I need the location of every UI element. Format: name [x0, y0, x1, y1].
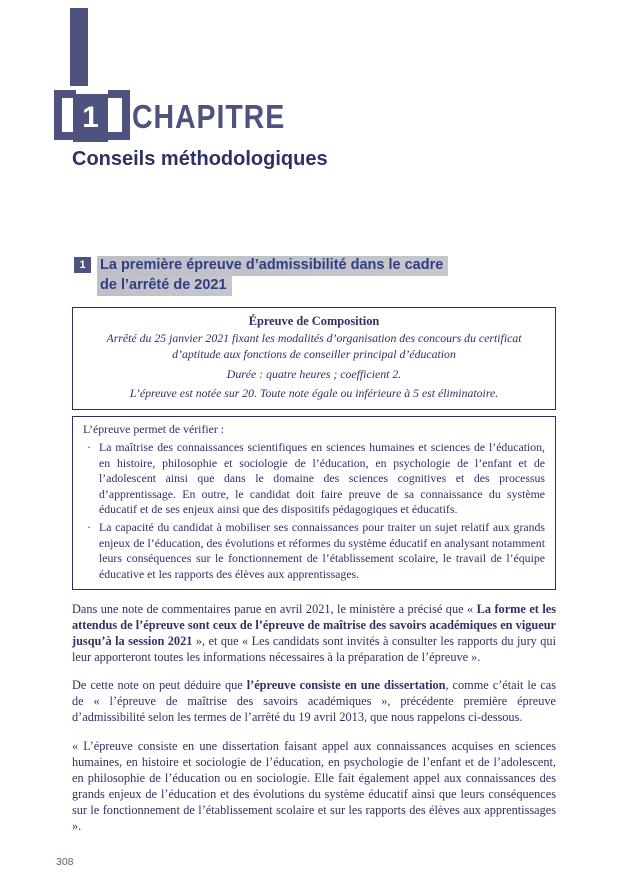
list-item — [83, 440, 545, 518]
exam-objectives-box — [72, 416, 556, 591]
bullet-icon: · — [87, 520, 91, 534]
body-paragraph-2: De cette note on peut déduire que l’épreuve consiste en une dissertation, comme c’était le cas de « l’épreuve de maîtrise des savoirs académiques », précédente première épreuve d’admissibilité selon les termes de l’arrêté du 19 avril 2013, que nous rappelons ci-dessous. — [72, 678, 556, 725]
section-title — [97, 256, 556, 296]
section-heading — [72, 256, 556, 296]
content-column — [72, 256, 556, 847]
chapter-number-box — [73, 94, 108, 142]
section-title-line2: de l’arrêté de 2021 — [97, 276, 232, 296]
objectives-intro: L’épreuve permet de vérifier : — [83, 421, 225, 436]
bullet-text-2: La capacité du candidat à mobiliser ses connaissances pour traiter un sujet relatif aux grands enjeux de l’éducation, des évolutions et réformes du système éducatif en analysant notamment leurs conséquences sur le fonctionnement de l’établissement scolaire, le travail de l’équipe éducative et les rapports des élèves aux apprentissages. — [99, 520, 545, 581]
section-title-line1: La première épreuve d’admissibilité dans le cadre — [97, 256, 448, 276]
page-number: 308 — [56, 856, 74, 868]
exam-duration-line: Durée : quatre heures ; coefficient 2. — [226, 366, 402, 381]
chapter-title: Conseils méthodologiques — [72, 148, 328, 170]
chapter-number: 1 — [82, 101, 99, 134]
section-number: 1 — [79, 259, 86, 271]
bullet-text-1: La maîtrise des connaissances scientifiques en sciences humaines et sciences de l’éducation, en histoire, philosophie et sociologie de l’éducation, en psychologie de l’enfant et de l’adolescent ainsi que dans le domaine des sciences cognitives et des processus d’apprentissage. En outre, le candidat doit faire preuve de sa connaissance du système éducatif et de ses enjeux ainsi que des dispositifs pédagogiques et éducatifs. — [99, 440, 545, 517]
list-item — [83, 520, 545, 582]
body-paragraph-1: Dans une note de commentaires parue en avril 2021, le ministère a précisé que « La forme et les attendus de l’épreuve sont ceux de l’épreuve de maîtrise des savoirs académiques en vigueur jusqu’à la session 2021 », et que « Les candidats sont invités à consulter les rapports du jury qui leur apporteront toutes les informations nécessaires à la préparation de l’épreuve ». — [72, 602, 556, 665]
exam-decree-line: Arrêté du 25 janvier 2021 fixant les modalités d’organisation des concours du certificat d’aptitude aux fonctions de conseiller principal d’éducation — [106, 331, 522, 361]
bullet-icon: · — [87, 440, 91, 455]
section-number-box — [74, 257, 91, 273]
exam-grading-line: L’épreuve est notée sur 20. Toute note égale ou inférieure à 5 est éliminatoire. — [129, 386, 499, 401]
exam-box-title: Épreuve de Composition — [248, 314, 380, 328]
exam-definition-box — [72, 307, 556, 410]
chapter-label: CHAPITRE — [132, 98, 286, 136]
body-paragraph-3: « L’épreuve consiste en une dissertation faisant appel aux connaissances acquises en sciences humaines, en histoire et sociologie de l’éducation, en psychologie de l’enfant et de l’adolescent, en philosophie de l’éducation ou en sociologie. Elle fait également appel aux connaissances des grands enjeux de l’éducation et des évolutions du système éducatif ainsi que leurs conséquences sur le fonctionnement de l’établissement scolaire et sur les rapports des élèves aux apprentissages ». — [72, 738, 556, 833]
chapter-spine-bar — [70, 8, 88, 86]
right-bracket-icon — [108, 90, 130, 140]
